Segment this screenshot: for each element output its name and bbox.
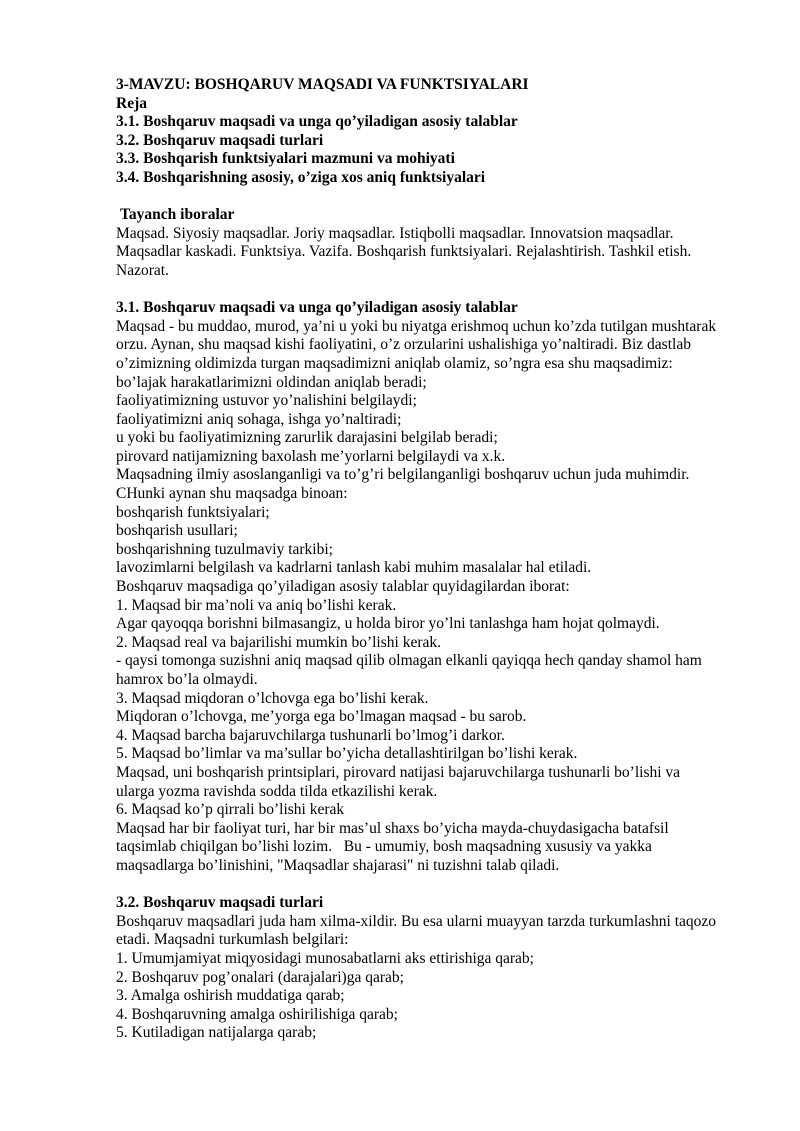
paragraph-line: orzu. Aynan, shu maqsad kishi faoliyatini, o’z orzularini ushalishiga yo’naltiradi. Biz dastlab — [116, 336, 691, 354]
keywords-line: Maqsadlar kaskadi. Funktsiya. Vazifa. Boshqarish funktsiyalari. Rejalashtirish. Tashkil etish. — [116, 243, 692, 261]
list-item: 4. Boshqaruvning amalga oshirilishiga qarab; — [116, 1005, 398, 1023]
paragraph-line: taqsimlab chiqilgan bo’lishi lozim. Bu - umumiy, bosh maqsadning xususiy va yakka — [116, 838, 652, 856]
section2-heading: 3.2. Boshqaruv maqsadi turlari — [116, 894, 324, 912]
list-item: pirovard natijamizning baxolash me’yorlarni belgilaydi va x.k. — [116, 447, 506, 465]
list-item: boshqarishning tuzulmaviy tarkibi; — [116, 540, 333, 558]
list-item: 3. Amalga oshirish muddatiga qarab; — [116, 987, 345, 1005]
paragraph-line: Maqsadning ilmiy asoslanganligi va to’g’ri belgilanganligi boshqaruv uchun juda muhimdir. — [116, 466, 690, 484]
paragraph-line: Boshqaruv maqsadiga qo’yiladigan asosiy talablar quyidagilardan iborat: — [116, 578, 570, 596]
plan-item: 3.2. Boshqaruv maqsadi turlari — [116, 131, 324, 149]
paragraph-line: etadi. Maqsadni turkumlash belgilari: — [116, 931, 349, 949]
paragraph-line: Maqsad har bir faoliyat turi, har bir mas’ul shaxs bo’yicha mayda-chuydasigacha batafsil — [116, 819, 669, 837]
spacer — [116, 876, 756, 895]
requirement-item: 1. Maqsad bir ma’noli va aniq bo’lishi kerak. — [116, 596, 397, 614]
list-item: bo’lajak harakatlarimizni oldindan aniqlab beradi; — [116, 373, 427, 391]
paragraph-line: o’zimizning oldimizda turgan maqsadimizni aniqlab olamiz, so’ngra esa shu maqsadimiz: — [116, 354, 673, 372]
plan-item: 3.4. Boshqarishning asosiy, o’ziga xos aniq funktsiyalari — [116, 168, 486, 186]
paragraph-line: Miqdoran o’lchovga, me’yorga ega bo’lmagan maqsad - bu sarob. — [116, 708, 527, 726]
requirement-item: 4. Maqsad barcha bajaruvchilarga tushunarli bo’lmog’i darkor. — [116, 726, 505, 744]
list-item: 2. Boshqaruv pog’onalari (darajalari)ga qarab; — [116, 968, 404, 986]
requirement-item: 3. Maqsad miqdoran o’lchovga ega bo’lishi kerak. — [116, 689, 429, 707]
spacer — [116, 188, 756, 207]
paragraph-line: maqsadlarga bo’linishini, "Maqsadlar shajarasi" ni tuzishni talab qiladi. — [116, 856, 560, 874]
section1-heading: 3.1. Boshqaruv maqsadi va unga qo’yiladigan asosiy talablar — [116, 299, 518, 317]
requirement-item: 2. Maqsad real va bajarilishi mumkin bo’lishi kerak. — [116, 633, 441, 651]
document-page — [116, 76, 756, 1043]
spacer — [116, 281, 756, 300]
list-item: faoliyatimizni aniq sohaga, ishga yo’naltiradi; — [116, 410, 402, 428]
paragraph-line: Maqsad - bu muddao, murod, ya’ni u yoki bu niyatga erishmoq uchun ko’zda tutilgan mushtarak — [116, 317, 717, 335]
keywords-line: Nazorat. — [116, 261, 169, 279]
requirement-item: 6. Maqsad ko’p qirrali bo’lishi kerak — [116, 801, 345, 819]
paragraph-line: Agar qayoqqa borishni bilmasangiz, u holda biror yo’lni tanlashga ham hojat qolmaydi. — [116, 615, 660, 633]
paragraph-line: hamrox bo’la olmaydi. — [116, 671, 258, 688]
paragraph-line: Maqsad, uni boshqarish printsiplari, pirovard natijasi bajaruvchilarga tushunarli bo’lishi va — [116, 763, 681, 781]
list-item: u yoki bu faoliyatimizning zarurlik darajasini belgilab beradi; — [116, 429, 498, 447]
section2-body — [116, 913, 756, 1043]
paragraph-line: CHunki aynan shu maqsadga binoan: — [116, 485, 348, 503]
plan-label: Reja — [116, 94, 147, 112]
plan-item: 3.1. Boshqaruv maqsadi va unga qo’yiladigan asosiy talablar — [116, 113, 518, 131]
list-item: 5. Kutiladigan natijalarga qarab; — [116, 1024, 317, 1042]
list-item: boshqarish usullari; — [116, 522, 238, 540]
document-title: 3-MAVZU: BOSHQARUV MAQSADI VA FUNKTSIYALARI — [116, 76, 529, 93]
paragraph-line: ularga yozma ravishda sodda tilda etkazilishi kerak. — [116, 782, 438, 800]
requirement-item: 5. Maqsad bo’limlar va ma’sullar bo’yicha detallashtirilgan bo’lishi kerak. — [116, 745, 578, 763]
list-item: 1. Umumjamiyat miqyosidagi munosabatlarni aks ettirishiga qarab; — [116, 949, 534, 967]
keywords-line: Maqsad. Siyosiy maqsadlar. Joriy maqsadlar. Istiqbolli maqsadlar. Innovatsion maqsadlar. — [116, 224, 674, 242]
plan-item: 3.3. Boshqarish funktsiyalari mazmuni va mohiyati — [116, 150, 455, 168]
list-item: lavozimlarni belgilash va kadrlarni tanlash kabi muhim masalalar hal etiladi. — [116, 559, 592, 577]
section1-body — [116, 318, 756, 876]
list-item: boshqarish funktsiyalari; — [116, 503, 270, 521]
keywords-heading: Tayanch iboralar — [120, 206, 235, 224]
paragraph-line: - qaysi tomonga suzishni aniq maqsad qilib olmagan elkanli qayiqqa hech qanday shamol ham — [116, 652, 702, 670]
paragraph-line: Boshqaruv maqsadlari juda ham xilma-xildir. Bu esa ularni muayyan tarzda turkumlashni taqozo — [116, 912, 717, 930]
list-item: faoliyatimizning ustuvor yo’nalishini belgilaydi; — [116, 392, 417, 410]
